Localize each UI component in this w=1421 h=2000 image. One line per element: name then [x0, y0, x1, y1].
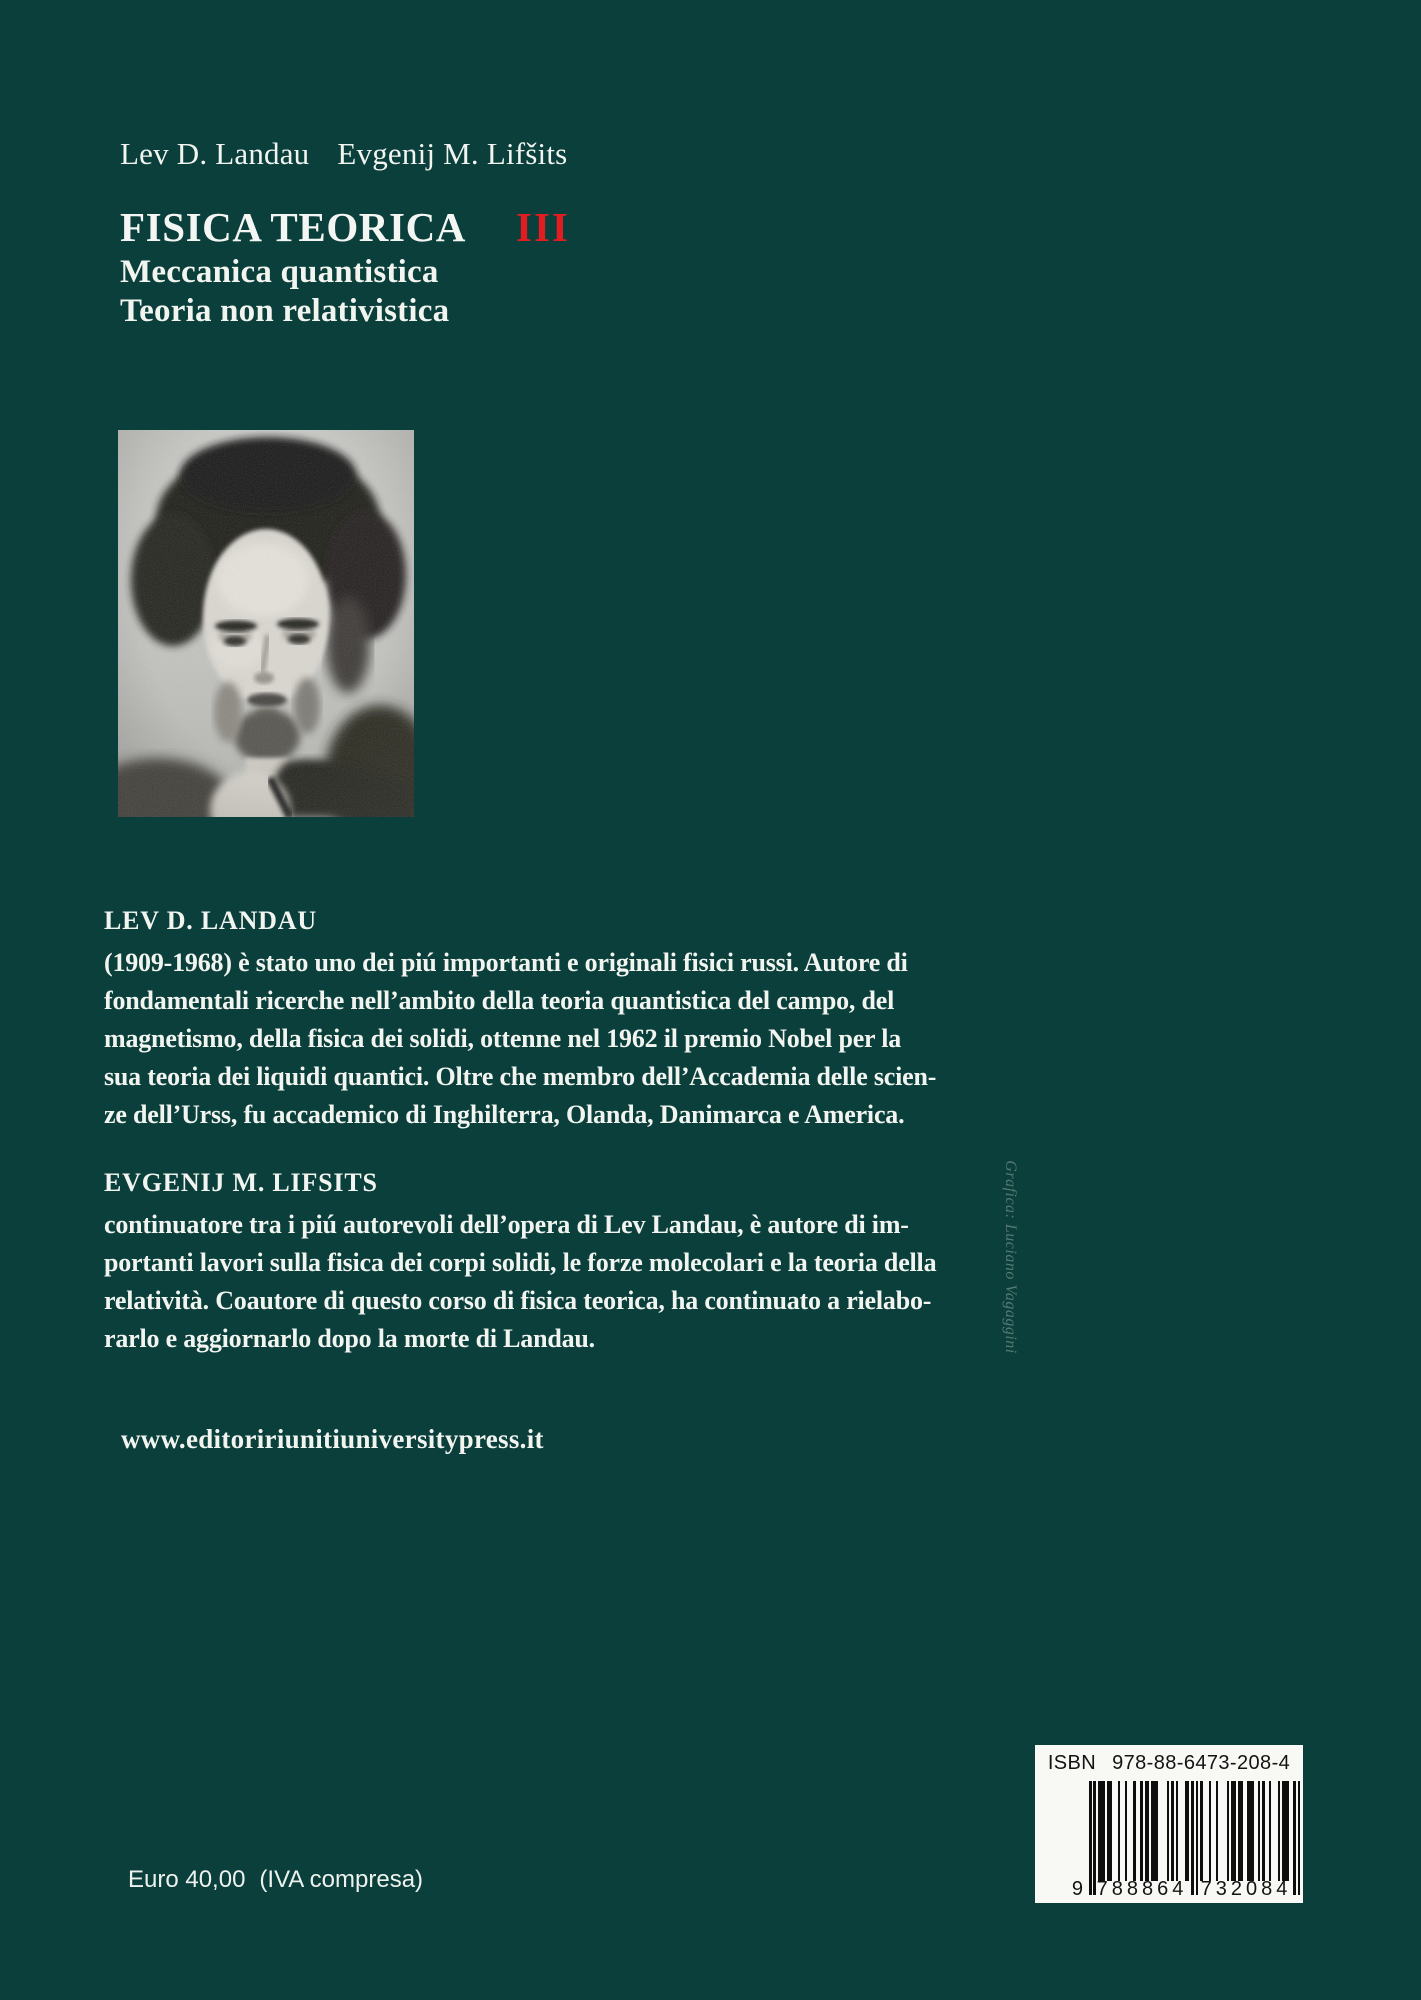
- price-amount: Euro 40,00: [128, 1866, 246, 1893]
- isbn-label: ISBN: [1047, 1752, 1097, 1774]
- bio-landau-line: (1909-1968) è stato uno dei piú importanti e originali fisici russi. Autore di: [104, 948, 908, 977]
- volume-number: III: [516, 204, 570, 250]
- bio-lifsits-line: portanti lavori sulla fisica dei corpi solidi, le forze molecolari e la teoria della: [104, 1248, 937, 1277]
- bio-landau-section: [104, 906, 936, 1134]
- book-title: FISICA TEORICA: [120, 204, 466, 250]
- isbn-line: [1035, 1752, 1303, 1775]
- subtitle-line-2: Teoria non relativistica: [120, 293, 450, 329]
- bio-landau-line: magnetismo, della fisica dei solidi, ottenne nel 1962 il premio Nobel per la: [104, 1024, 902, 1053]
- barcode-digits-right: 732084: [1200, 1878, 1292, 1900]
- isbn-number: 978-88-6473-208-4: [1112, 1752, 1291, 1774]
- bio-lifsits-line: rarlo e aggiornarlo dopo la morte di Landau.: [104, 1324, 595, 1353]
- barcode-digits-left: 788864: [1096, 1878, 1188, 1900]
- bio-landau-line: ze dell’Urss, fu accademico di Inghilterra, Olanda, Danimarca e America.: [104, 1100, 905, 1129]
- graphic-design-credit: Grafica: Luciano Vagaggini: [1002, 1160, 1019, 1354]
- bio-landau-line: fondamentali ricerche nell’ambito della teoria quantistica del campo, del: [104, 986, 895, 1015]
- subtitle-block: [120, 253, 449, 331]
- subtitle-line-1: Meccanica quantistica: [120, 254, 439, 290]
- title-row: [120, 203, 570, 251]
- bio-lifsits-line: continuatore tra i piú autorevoli dell’opera di Lev Landau, è autore di im-: [104, 1210, 909, 1239]
- barcode-digit-first: 9: [1071, 1878, 1083, 1900]
- price-line: [128, 1866, 423, 1894]
- landau-portrait-photo: [118, 430, 414, 817]
- bio-landau-heading: LEV D. LANDAU: [104, 906, 317, 935]
- publisher-website-url: www.editoririunitiuniversitypress.it: [121, 1424, 544, 1454]
- price-vat-note: (IVA compresa): [259, 1866, 424, 1893]
- bio-lifsits-section: [104, 1168, 936, 1358]
- bio-lifsits-heading: EVGENIJ M. LIFSITS: [104, 1168, 378, 1197]
- authors-line: [120, 136, 595, 172]
- bio-landau-line: sua teoria dei liquidi quantici. Oltre che membro dell’Accademia delle scien-: [104, 1062, 937, 1091]
- author-lifsits: Evgenij M. Lifšits: [337, 136, 568, 171]
- bio-lifsits-line: relatività. Coautore di questo corso di fisica teorica, ha continuato a rielabo-: [104, 1286, 932, 1315]
- author-landau: Lev D. Landau: [120, 136, 310, 171]
- isbn-barcode-box: [1035, 1745, 1303, 1903]
